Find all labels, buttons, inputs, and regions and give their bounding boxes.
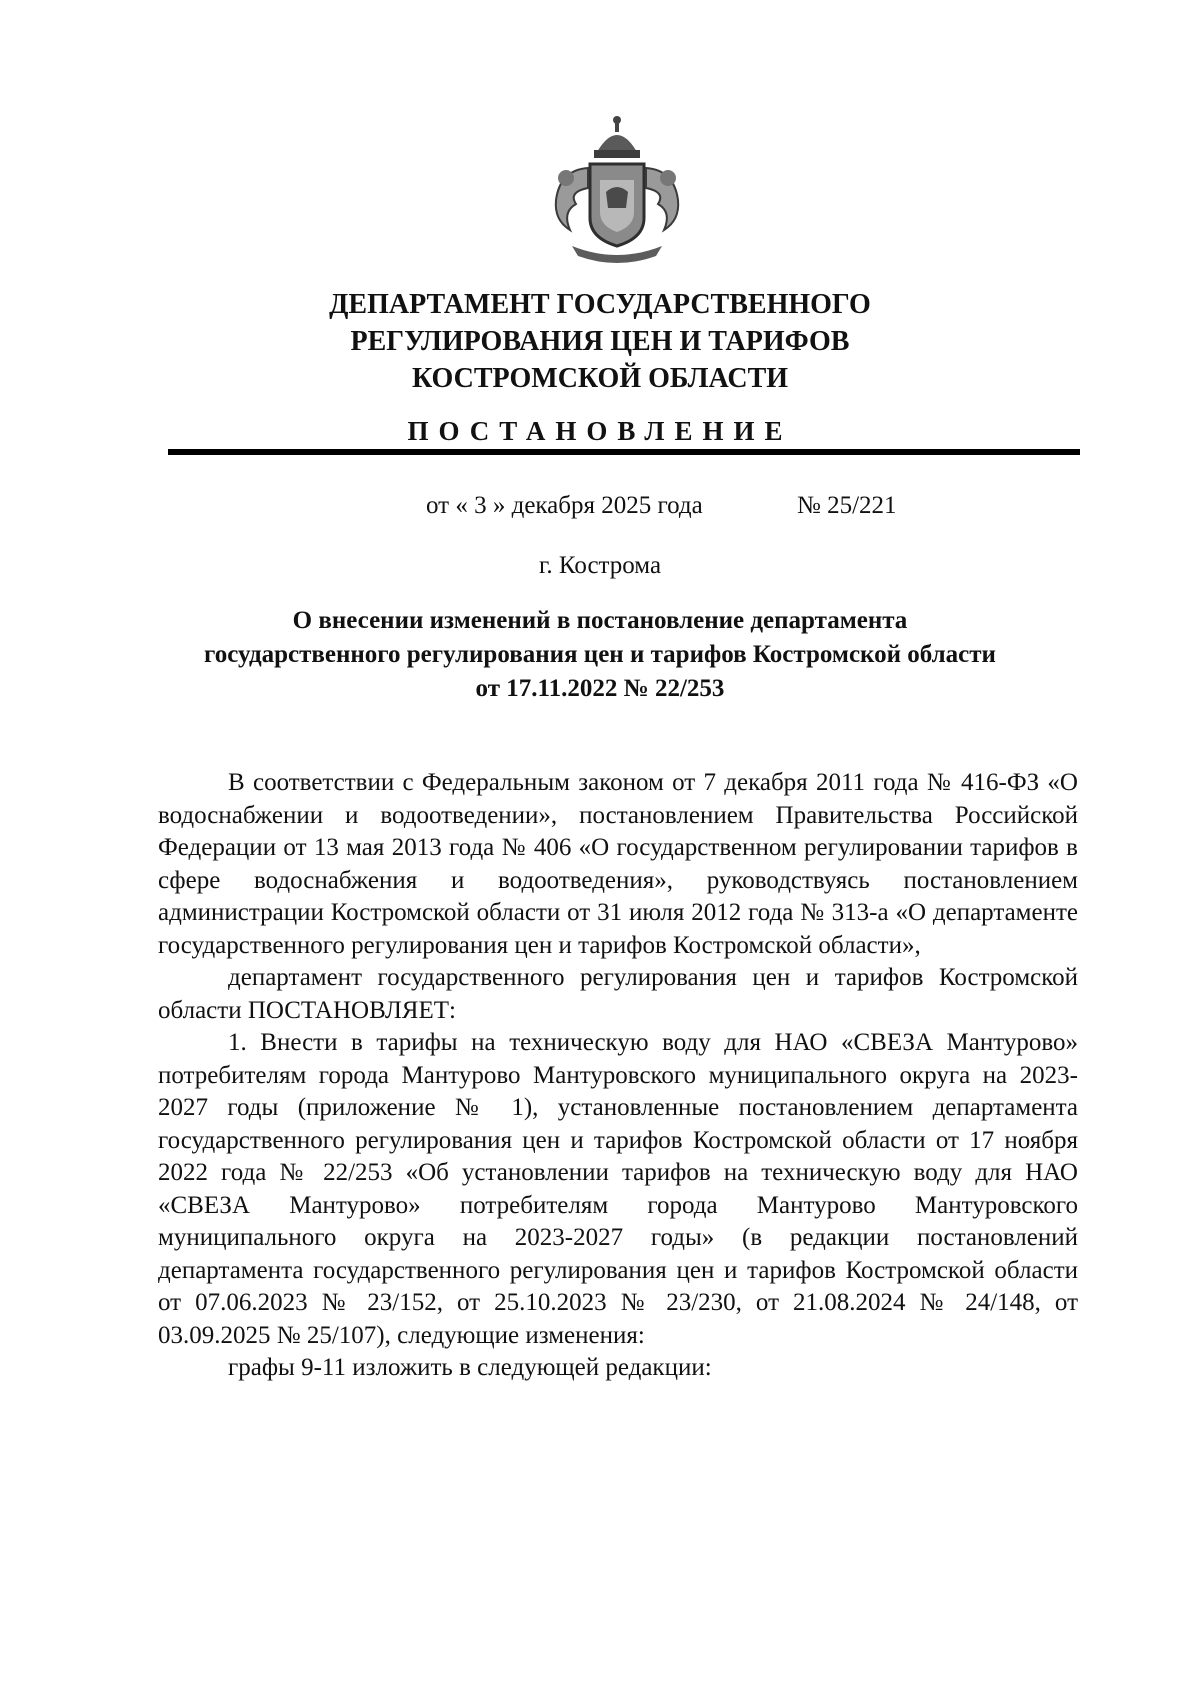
organization-title-line: КОСТРОМСКОЙ ОБЛАСТИ: [411, 363, 789, 394]
subject-line: О внесении изменений в постановление департамента: [292, 607, 908, 634]
subject-line: государственного регулирования цен и тарифов Костромской области: [204, 641, 996, 668]
organization-title: [160, 286, 1040, 397]
document-body: [158, 767, 1078, 1385]
body-paragraph: графы 9-11 изложить в следующей редакции:: [228, 1354, 712, 1381]
organization-title-line: РЕГУЛИРОВАНИЯ ЦЕН И ТАРИФОВ: [350, 326, 850, 357]
body-paragraph: 1. Внести в тарифы на техническую воду для НАО «СВЕЗА Мантурово» потребителям города Мантурово Мантуровского муниципального округа на 2023-2027 годы (приложение № 1), установленные постановлением департамента государственного регулирования цен и тарифов Костромской области от 17 ноября 2022 года № 22/253 «Об установлении тарифов на техническую воду для НАО «СВЕЗА Мантурово» потребителям города Мантурово Мантуровского муниципального округа на 2023-2027 годы» (в редакции постановлений департамента государственного регулирования цен и тарифов Костромской области от 07.06.2023 № 23/152, от 25.10.2023 № 23/230, от 21.08.2024 № 24/148, от 03.09.2025 № 25/107), следующие изменения:: [158, 1029, 1078, 1349]
kostroma-region-coat-of-arms-icon: [542, 108, 692, 268]
body-paragraph: В соответствии с Федеральным законом от 7 декабря 2011 года № 416-ФЗ «О водоснабжении и водоотведении», постановлением Правительства Российской Федерации от 13 мая 2013 года № 406 «О государственном регулировании тарифов в сфере водоснабжения и водоотведения», руководствуясь постановлением администрации Костромской области от 31 июля 2012 года № 313-а «О департаменте государственного регулирования цен и тарифов Костромской области»,: [158, 769, 1078, 959]
document-date: от « 3 » декабря 2025 года: [426, 492, 703, 519]
document-number: № 25/221: [797, 492, 897, 519]
organization-title-line: ДЕПАРТАМЕНТ ГОСУДАРСТВЕННОГО: [329, 289, 871, 320]
header-divider: [168, 449, 1080, 455]
document-subject: [140, 604, 1060, 706]
document-city: г. Кострома: [538, 552, 662, 579]
body-paragraph: департамент государственного регулирования цен и тарифов Костромской области ПОСТАНОВЛЯЕТ:: [158, 964, 1078, 1024]
document-type-heading: ПОСТАНОВЛЕНИЕ: [407, 416, 793, 446]
subject-line: от 17.11.2022 № 22/253: [475, 675, 725, 702]
